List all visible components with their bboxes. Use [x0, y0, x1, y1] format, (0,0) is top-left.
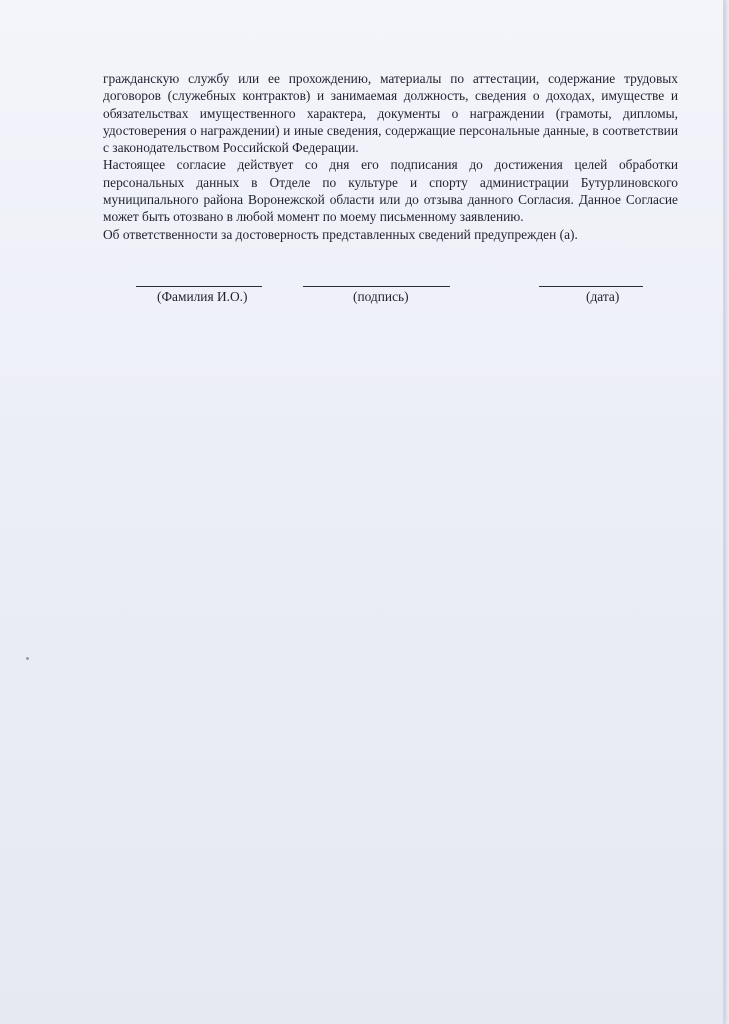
date-line [539, 286, 643, 287]
consent-text [103, 70, 678, 243]
signature-caption: (подпись) [353, 289, 409, 304]
date-caption: (дата) [586, 289, 620, 304]
name-line [136, 286, 262, 287]
paragraph-personal-data-list: гражданскую службу или ее прохождению, материалы по аттестации, содержание трудовых договоров (служебных контрактов) и занимаемая должность, сведения о доходах, имуществе и обязательствах имущественного характера, документы о награждении (грамоты, дипломы, удостоверения о награждении) и иные сведения, содержащие персональные данные, в соответствии с законодательством Российской Федерации. [103, 71, 678, 156]
name-caption: (Фамилия И.О.) [157, 289, 248, 304]
signature-row [0, 286, 723, 310]
paragraph-consent-validity: Настоящее согласие действует со дня его подписания до достижения целей обработки персональных данных в Отделе по культуре и спорту администрации Бутурлиновского муниципального района Воронежской области или до отзыва данного Согласия. Данное Согласие может быть отозвано в любой момент по моему письменному заявлению. [103, 157, 678, 225]
scan-speck [26, 657, 29, 660]
signature-line [303, 286, 450, 287]
paragraph-responsibility: Об ответственности за достоверность представленных сведений предупрежден (а). [103, 226, 578, 242]
